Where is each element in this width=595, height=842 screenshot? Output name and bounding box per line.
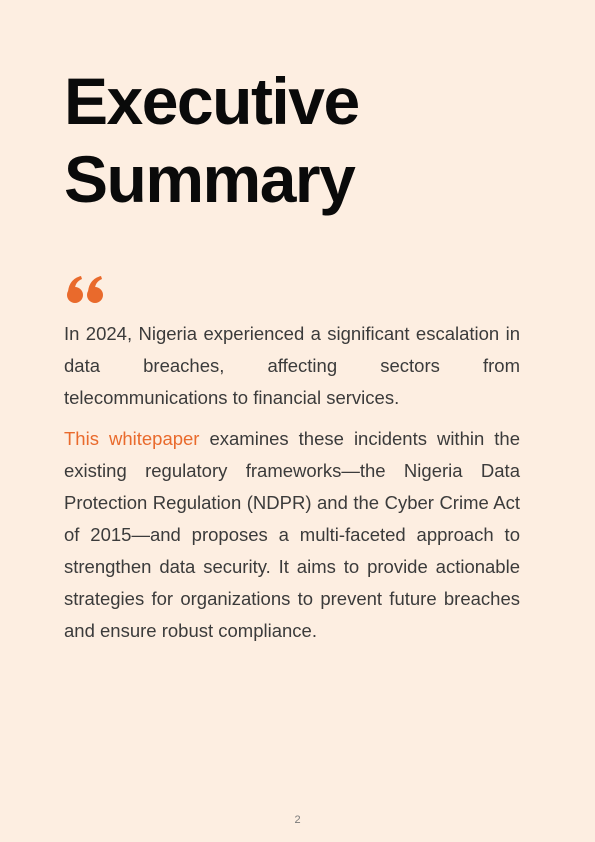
page-number: 2 xyxy=(294,814,301,826)
highlighted-phrase: This whitepaper xyxy=(64,428,200,449)
title-line-1: Executive xyxy=(64,64,359,138)
summary-paragraph-2 xyxy=(64,423,520,647)
paragraph-2-text: examines these incidents within the existing regulatory frameworks—the Nigeria Data Protection Regulation (NDPR) and the Cyber Crime Act of 2015—and proposes a multi-faceted approach to strengthen data security. It aims to provide actionable strategies for organizations to prevent future breaches and ensure robust compliance. xyxy=(64,428,520,641)
summary-body xyxy=(64,318,520,656)
page-title xyxy=(64,62,359,218)
opening-quote-icon xyxy=(64,266,108,310)
summary-paragraph-1: In 2024, Nigeria experienced a significant escalation in data breaches, affecting sectors from telecommunications to financial services. xyxy=(64,323,520,408)
title-line-2: Summary xyxy=(64,142,355,216)
